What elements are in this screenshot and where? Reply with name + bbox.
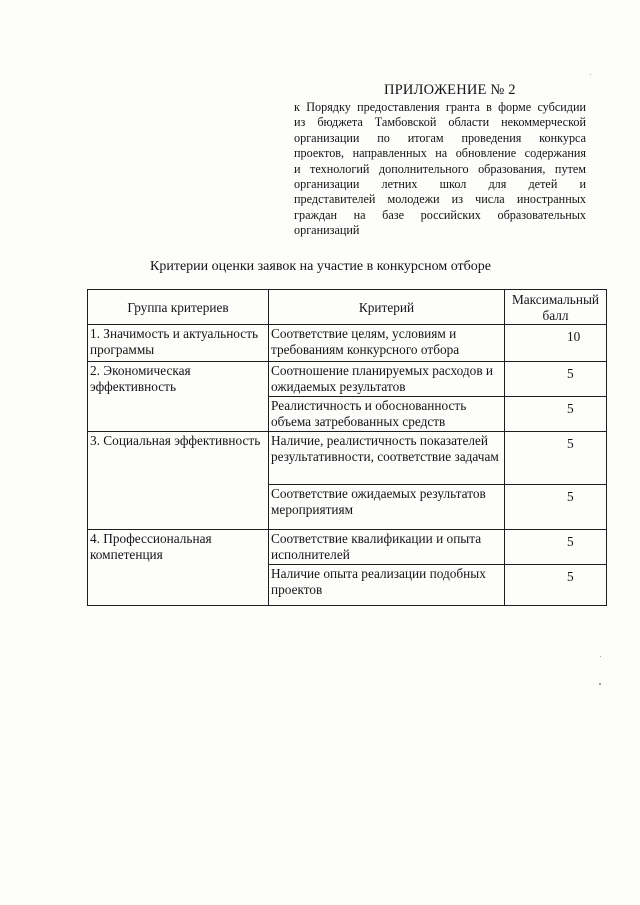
header-group: Группа критериев [88,290,269,325]
table-row [88,530,607,565]
group-cell: 3. Социальная эффективность [88,432,269,530]
criterion-cell: Соответствие целям, условиям и требованиям конкурсного отбора [269,325,505,362]
scan-speck [600,656,601,657]
table-caption: Критерии оценки заявок на участие в конкурсном отборе [150,259,492,274]
appendix-title: ПРИЛОЖЕНИЕ № 2 [384,82,516,98]
score-cell: 5 [505,432,607,485]
table-row [88,362,607,397]
criterion-cell: Соответствие квалификации и опыта исполнителей [269,530,505,565]
criterion-cell: Соответствие ожидаемых результатов мероприятиям [269,485,505,530]
score-cell: 5 [505,397,607,432]
group-cell: 4. Профессиональная компетенция [88,530,269,606]
criterion-cell: Соотношение планируемых расходов и ожидаемых результатов [269,362,505,397]
criterion-cell: Реалистичность и обоснованность объема затребованных средств [269,397,505,432]
scan-speck [599,683,601,685]
appendix-line: представителей молодежи из числа иностранных [294,192,586,207]
score-cell: 5 [505,530,607,565]
criterion-cell: Наличие опыта реализации подобных проектов [269,565,505,606]
scan-speck [590,74,591,75]
appendix-line: и технологий дополнительного образования, путем [294,161,586,176]
score-cell: 5 [505,362,607,397]
appendix-line: граждан на базе российских образовательных [294,207,586,222]
criterion-cell: Наличие, реалистичность показателей результативности, соответствие задачам [269,432,505,485]
score-cell: 5 [505,565,607,606]
header-criterion: Критерий [269,290,505,325]
appendix-line: организации летних школ для детей и [294,177,586,192]
group-cell: 1. Значимость и актуальность программы [88,325,269,362]
appendix-line: организации по итогам проведения конкурса [294,130,586,145]
score-cell: 10 [505,325,607,362]
appendix-line: к Порядку предоставления гранта в форме субсидии [294,100,586,114]
appendix-description [294,100,586,239]
appendix-line: из бюджета Тамбовской области некоммерческой [294,115,586,130]
table-row [88,325,607,362]
header-max-score: Максимальный балл [505,290,607,325]
criteria-table [87,289,607,606]
appendix-line: проектов, направленных на обновление содержания [294,146,586,161]
score-cell: 5 [505,485,607,530]
table-header-row [88,290,607,325]
appendix-line: организаций [294,223,360,238]
group-cell: 2. Экономическая эффективность [88,362,269,432]
table-row [88,432,607,485]
